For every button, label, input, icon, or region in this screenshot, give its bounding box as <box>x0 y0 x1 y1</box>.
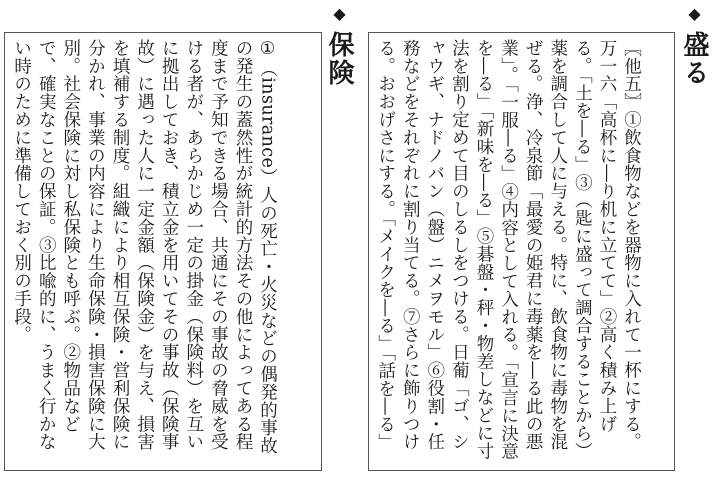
diamond-marker-icon: ◆ <box>330 4 349 25</box>
definition-box <box>368 32 675 471</box>
entry-moru <box>362 0 715 477</box>
headword-text: 保険 <box>324 31 354 87</box>
headword-moru <box>679 4 709 87</box>
headword-text: 盛る <box>679 31 709 87</box>
headword-hoken <box>324 4 354 87</box>
diamond-marker-icon: ◆ <box>685 4 704 25</box>
definition-text: 〖他五〗①飲食物などを器物に入れて一杯にする。万一六「高杯に―り机に立てて」②高く積み上げる。「土を―る」③（匙に盛って調合することから）薬を調合して人に与える。特に、飲食物に毒物を混ぜる。浄、冷泉節「最愛の姫君に毒薬を―る此の悪業」。「一服―る」④内容として入れる。「宣言に決意を―る」「新味を―る」⑤碁盤・秤・物差しなどに寸法を割り定めて目のしるしをつける。日葡「ゴ、シャウギ、ナドノバン（盤）ニメヲモル」⑥役割・任務などをそれぞれに割り当てる。⑦さらに飾りつける。おおげさにする。「メイクを―る」「話を―る」 <box>375 39 642 461</box>
definition-text: ①（insurance）人の死亡・火災などの偶発的事故の発生の蓋然性が統計的方法その他によってある程度まで予知できる場合、共通にその事故の脅威を受ける者が、あらかじめ一定の掛金（保険料）を互いに拠出しておき、積立金を用いてその事故（保険事故）に遇った人に一定金額（保険金）を与え、損害を填補する制度。組織により相互保険・営利保険に分かれ、事業の内容により生命保険・損害保険に大別。社会保険に対し私保険とも呼ぶ。②物品などで、確実なことの保証。③比喩的に、うまく行かない時のために準備しておく別の手段。 <box>11 39 278 455</box>
definition-box <box>4 32 322 471</box>
